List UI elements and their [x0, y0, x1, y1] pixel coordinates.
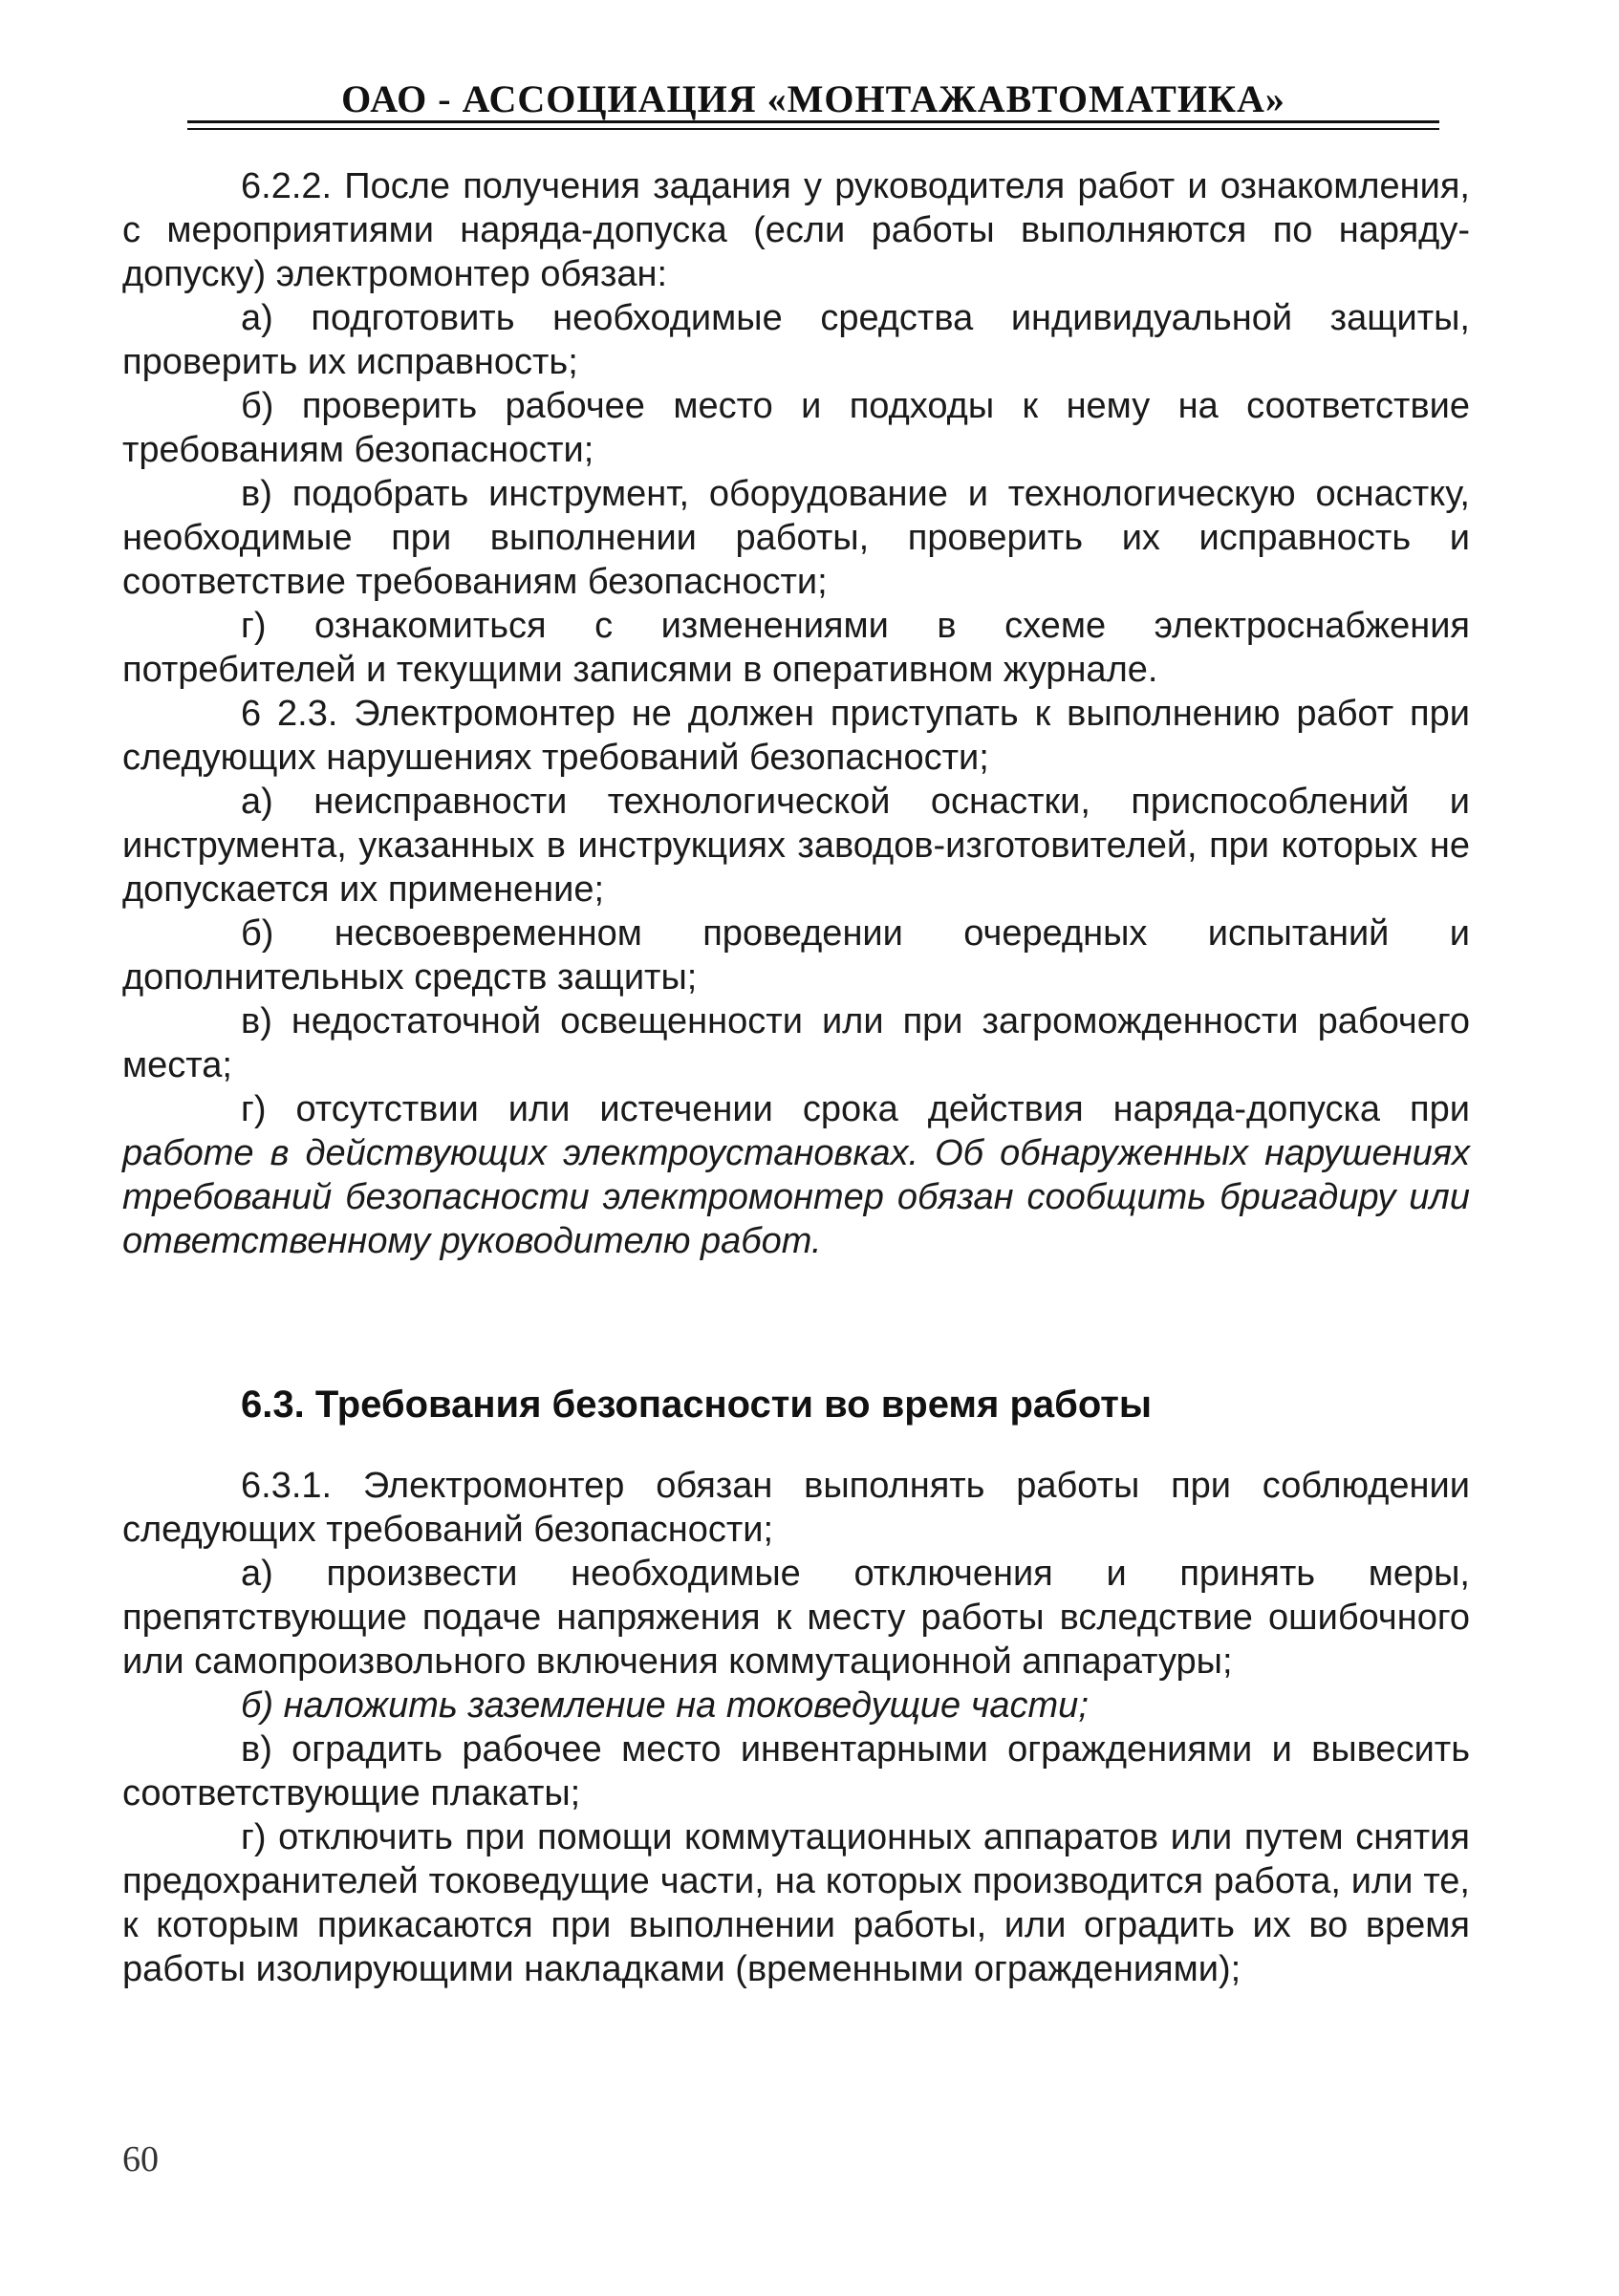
- paragraph-6-3-1-v: в) оградить рабочее место инвентарными ограждениями и вывесить соответствующие плакаты;: [122, 1729, 1470, 1813]
- paragraph-6-2-2-a: а) подготовить необходимые средства индивидуальной защиты, проверить их исправность;: [122, 298, 1470, 382]
- paragraph-6-2-3-g: [122, 1087, 1470, 1263]
- section-heading-6-3: 6.3. Требования безопасности во время работы: [241, 1384, 1153, 1426]
- paragraph-6-3-1-a: а) произвести необходимые отключения и принять меры, препятствующие подаче напряжения к месту работы вследствие ошибочного или самопроизвольного включения коммутационной аппаратуры;: [122, 1554, 1470, 1682]
- paragraph-6-2-3: 6 2.3. Электромонтер не должен приступать к выполнению работ при следующих нарушениях требований безопасности;: [122, 694, 1470, 778]
- section-6-3-text: [122, 1464, 1470, 1991]
- paragraph-6-2-3-g-italic: работе в действующих электроустановках. Об обнаруженных нарушениях требований безопасности электромонтер обязан сообщить бригадиру или ответственному руководителю работ.: [122, 1133, 1470, 1261]
- paragraph-6-2-2-v: в) подобрать инструмент, оборудование и технологическую оснастку, необходимые при выполнении работы, проверить их исправность и соответствие требованиям безопасности;: [122, 474, 1470, 602]
- paragraph-6-2-3-b: б) несвоевременном проведении очередных испытаний и дополнительных средств защиты;: [122, 913, 1470, 998]
- paragraph-6-2-3-v: в) недостаточной освещенности или при загроможденности рабочего места;: [122, 1001, 1470, 1085]
- paragraph-6-3-1-g: г) отключить при помощи коммутационных аппаратов или путем снятия предохранителей токоведущие части, на которых производится работа, или те, к которым прикасаются при выполнении работы, или оградить их во время работы изолирующими накладками (временными ограждениями);: [122, 1817, 1470, 1989]
- header-rule-thin: [187, 128, 1439, 130]
- paragraph-6-2-2: 6.2.2. После получения задания у руководителя работ и ознакомления, с мероприятиями наряда-допуска (если работы выполняются по наряду-допуску) электромонтер обязан:: [122, 166, 1470, 294]
- paragraph-6-2-3-a: а) неисправности технологической оснастки, приспособлений и инструмента, указанных в инструкциях заводов-изготовителей, при которых не допускается их применение;: [122, 782, 1470, 910]
- header-rule-thick: [187, 120, 1439, 123]
- page-number: 60: [122, 2139, 159, 2179]
- paragraph-6-2-2-g: г) ознакомиться с изменениями в схеме электроснабжения потребителей и текущими записями в оперативном журнале.: [122, 606, 1470, 690]
- page-header: ОАО - АССОЦИАЦИЯ «МОНТАЖАВТОМАТИКА»: [341, 77, 1285, 120]
- paragraph-6-3-1-b: б) наложить заземление на токоведущие части;: [241, 1685, 1089, 1726]
- paragraph-6-2-3-g-normal: г) отсутствии или истечении срока действия наряда-допуска при: [241, 1089, 1470, 1129]
- paragraph-6-2-2-b: б) проверить рабочее место и подходы к нему на соответствие требованиям безопасности;: [122, 386, 1470, 470]
- section-6-2-text: [122, 164, 1470, 1263]
- paragraph-6-3-1: 6.3.1. Электромонтер обязан выполнять работы при соблюдении следующих требований безопасности;: [122, 1466, 1470, 1550]
